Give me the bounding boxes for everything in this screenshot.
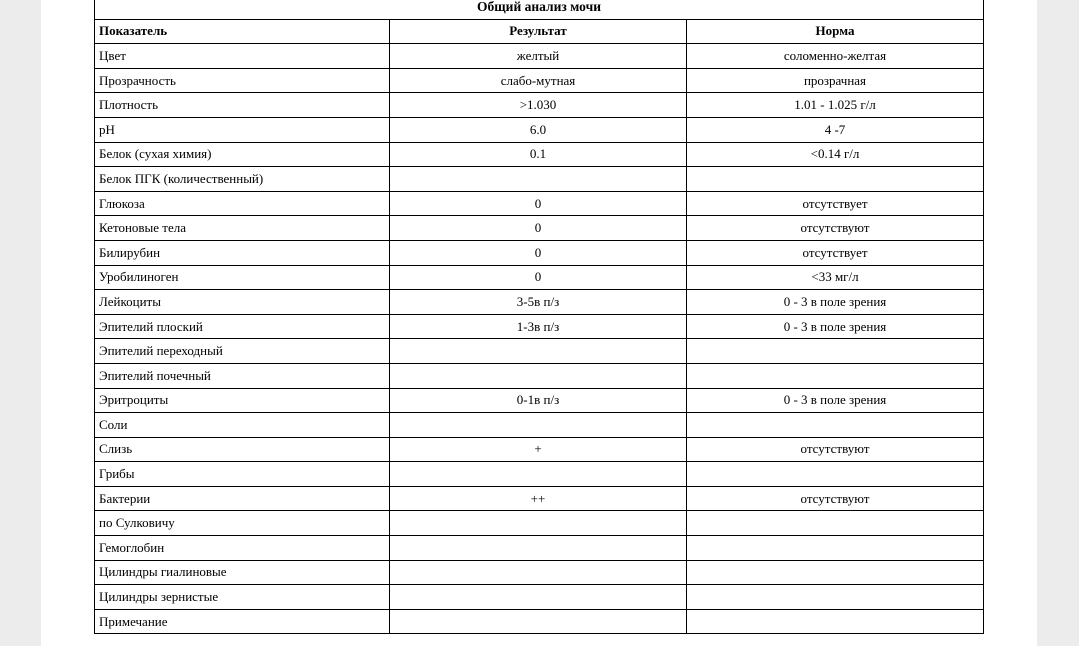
table-row (95, 560, 984, 585)
result-cell (390, 413, 687, 438)
indicator-cell: Кетоновые тела (95, 216, 390, 241)
norm-cell (687, 167, 984, 192)
document-page (41, 0, 1037, 646)
table-row (95, 216, 984, 241)
table-row (95, 191, 984, 216)
table-row (95, 437, 984, 462)
result-cell: желтый (390, 44, 687, 69)
indicator-cell: Белок (сухая химия) (95, 142, 390, 167)
result-cell (390, 585, 687, 610)
indicator-cell: Цвет (95, 44, 390, 69)
indicator-cell: Цилиндры гиалиновые (95, 560, 390, 585)
norm-cell: отсутствует (687, 240, 984, 265)
result-cell: ++ (390, 486, 687, 511)
table-row (95, 117, 984, 142)
table-row (95, 609, 984, 634)
table-row (95, 339, 984, 364)
table-row (95, 240, 984, 265)
norm-cell: соломенно-желтая (687, 44, 984, 69)
result-cell: 0 (390, 191, 687, 216)
table-row (95, 486, 984, 511)
indicator-cell: по Сулковичу (95, 511, 390, 536)
norm-cell (687, 536, 984, 561)
norm-cell (687, 609, 984, 634)
result-cell: слабо-мутная (390, 68, 687, 93)
table-row (95, 44, 984, 69)
norm-cell (687, 413, 984, 438)
indicator-cell: Прозрачность (95, 68, 390, 93)
norm-cell: отсутствует (687, 191, 984, 216)
norm-cell (687, 339, 984, 364)
result-cell (390, 462, 687, 487)
result-cell: 6.0 (390, 117, 687, 142)
table-row (95, 68, 984, 93)
indicator-cell: Примечание (95, 609, 390, 634)
indicator-cell: Эпителий переходный (95, 339, 390, 364)
norm-cell: 4 -7 (687, 117, 984, 142)
table-row (95, 290, 984, 315)
indicator-cell: Слизь (95, 437, 390, 462)
norm-cell: 0 - 3 в поле зрения (687, 290, 984, 315)
result-cell: 0 (390, 216, 687, 241)
table-row (95, 585, 984, 610)
table-row (95, 536, 984, 561)
table-row (95, 265, 984, 290)
indicator-cell: Билирубин (95, 240, 390, 265)
indicator-cell: Глюкоза (95, 191, 390, 216)
indicator-cell: pH (95, 117, 390, 142)
result-cell (390, 363, 687, 388)
result-cell (390, 609, 687, 634)
norm-cell: 0 - 3 в поле зрения (687, 388, 984, 413)
norm-cell: отсутствуют (687, 216, 984, 241)
column-header-norm: Норма (687, 19, 984, 44)
indicator-cell: Соли (95, 413, 390, 438)
indicator-cell: Эпителий почечный (95, 363, 390, 388)
result-cell (390, 536, 687, 561)
indicator-cell: Плотность (95, 93, 390, 118)
indicator-cell: Цилиндры зернистые (95, 585, 390, 610)
norm-cell: <0.14 г/л (687, 142, 984, 167)
urinalysis-table (94, 0, 984, 634)
indicator-cell: Бактерии (95, 486, 390, 511)
table-row (95, 363, 984, 388)
table-header-row (95, 19, 984, 44)
result-cell (390, 167, 687, 192)
norm-cell: 0 - 3 в поле зрения (687, 314, 984, 339)
indicator-cell: Грибы (95, 462, 390, 487)
norm-cell (687, 511, 984, 536)
result-cell (390, 560, 687, 585)
norm-cell: <33 мг/л (687, 265, 984, 290)
column-header-result: Результат (390, 19, 687, 44)
result-cell (390, 339, 687, 364)
result-cell: 0.1 (390, 142, 687, 167)
table-row (95, 511, 984, 536)
norm-cell (687, 462, 984, 487)
result-cell: 1-3в п/з (390, 314, 687, 339)
norm-cell (687, 363, 984, 388)
column-header-indicator: Показатель (95, 19, 390, 44)
indicator-cell: Гемоглобин (95, 536, 390, 561)
table-body (95, 44, 984, 634)
norm-cell: 1.01 - 1.025 г/л (687, 93, 984, 118)
table-row (95, 142, 984, 167)
result-cell: + (390, 437, 687, 462)
norm-cell: прозрачная (687, 68, 984, 93)
indicator-cell: Эпителий плоский (95, 314, 390, 339)
result-cell: 3-5в п/з (390, 290, 687, 315)
norm-cell: отсутствуют (687, 486, 984, 511)
table-row (95, 413, 984, 438)
result-cell: 0-1в п/з (390, 388, 687, 413)
table-row (95, 167, 984, 192)
result-cell: 0 (390, 240, 687, 265)
indicator-cell: Лейкоциты (95, 290, 390, 315)
table-row (95, 388, 984, 413)
table-row (95, 93, 984, 118)
norm-cell: отсутствуют (687, 437, 984, 462)
result-cell (390, 511, 687, 536)
norm-cell (687, 560, 984, 585)
table-title: Общий анализ мочи (95, 0, 984, 19)
table-row (95, 462, 984, 487)
result-cell: 0 (390, 265, 687, 290)
table-title-row (95, 0, 984, 19)
norm-cell (687, 585, 984, 610)
indicator-cell: Уробилиноген (95, 265, 390, 290)
indicator-cell: Эритроциты (95, 388, 390, 413)
indicator-cell: Белок ПГК (количественный) (95, 167, 390, 192)
result-cell: >1.030 (390, 93, 687, 118)
table-row (95, 314, 984, 339)
